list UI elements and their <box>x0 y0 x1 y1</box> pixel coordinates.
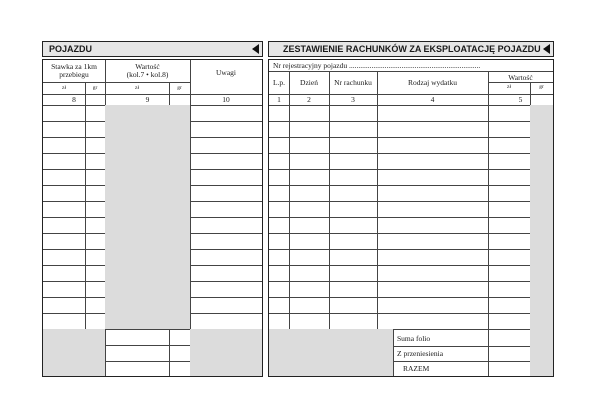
header-lp: L.p. <box>272 78 286 88</box>
col-number-5: 5 <box>518 95 523 105</box>
col-number-10: 10 <box>222 95 230 105</box>
grid-vline <box>85 82 86 329</box>
header-rate-zl: zł <box>62 85 66 92</box>
right-sheet <box>268 59 554 377</box>
grid-hline <box>269 233 553 234</box>
left-title: POJAZDU <box>49 44 93 54</box>
grid-hline <box>269 121 553 122</box>
col-number-2: 2 <box>307 95 311 105</box>
header-rate: Stawka za 1km przebiegu <box>51 62 97 79</box>
grid-hline <box>269 281 553 282</box>
header-value-zl: zł <box>507 84 511 91</box>
shaded-value-column <box>105 105 190 329</box>
header-value-gr: gr <box>177 85 182 92</box>
right-title: ZESTAWIENIE RACHUNKÓW ZA EKSPLOATACJĘ POJAZDU <box>283 44 541 54</box>
header-rate-gr: gr <box>92 85 98 92</box>
triangle-left-icon <box>252 44 259 54</box>
grid-vline <box>377 71 378 329</box>
right-title-bar <box>268 41 554 57</box>
header-day: Dzień <box>300 78 318 88</box>
grid-hline <box>269 169 553 170</box>
header-notes: Uwagi <box>216 68 236 78</box>
left-panel <box>42 41 263 377</box>
grid-vline <box>329 71 330 329</box>
summary-razem: RAZEM <box>403 363 430 373</box>
triangle-left-icon <box>543 44 550 54</box>
col-number-9: 9 <box>145 95 150 105</box>
grid-hline <box>105 361 190 362</box>
registration-label: Nr rejestracyjny pojazdu ...................................................................... <box>273 60 481 70</box>
grid-hline <box>269 153 553 154</box>
grid-vline <box>289 71 290 329</box>
grid-hline <box>105 345 190 346</box>
col-number-1: 1 <box>277 95 281 105</box>
grid-hline <box>269 105 553 106</box>
col-number-8: 8 <box>72 95 76 105</box>
summary-suma-folio: Suma folio <box>397 333 431 343</box>
col-number-3: 3 <box>351 95 355 105</box>
left-sheet <box>42 59 263 377</box>
grid-hline <box>269 265 553 266</box>
shaded-footer-left <box>269 329 393 376</box>
header-value: Wartość (kol.7 • kol.8) <box>126 62 169 79</box>
header-value-zl: zł <box>135 85 139 92</box>
grid-hline <box>269 137 553 138</box>
shaded-gr-column <box>530 105 553 376</box>
summary-z-przeniesienia: Z przeniesienia <box>397 348 444 358</box>
grid-hline <box>43 82 190 83</box>
header-invoice: Nr rachunku <box>334 78 372 88</box>
header-expense-type: Rodzaj wydatku <box>408 78 457 88</box>
grid-hline <box>269 185 553 186</box>
grid-hline <box>269 249 553 250</box>
right-panel <box>268 41 554 377</box>
grid-hline <box>269 313 553 314</box>
header-value: Wartość <box>508 72 533 82</box>
shaded-footer-left <box>43 329 105 376</box>
shaded-footer-right <box>190 329 262 376</box>
grid-hline <box>269 217 553 218</box>
header-value-gr: gr <box>539 84 544 91</box>
col-number-4: 4 <box>430 95 435 105</box>
left-title-bar <box>42 41 263 57</box>
grid-hline <box>269 297 553 298</box>
grid-hline <box>269 201 553 202</box>
